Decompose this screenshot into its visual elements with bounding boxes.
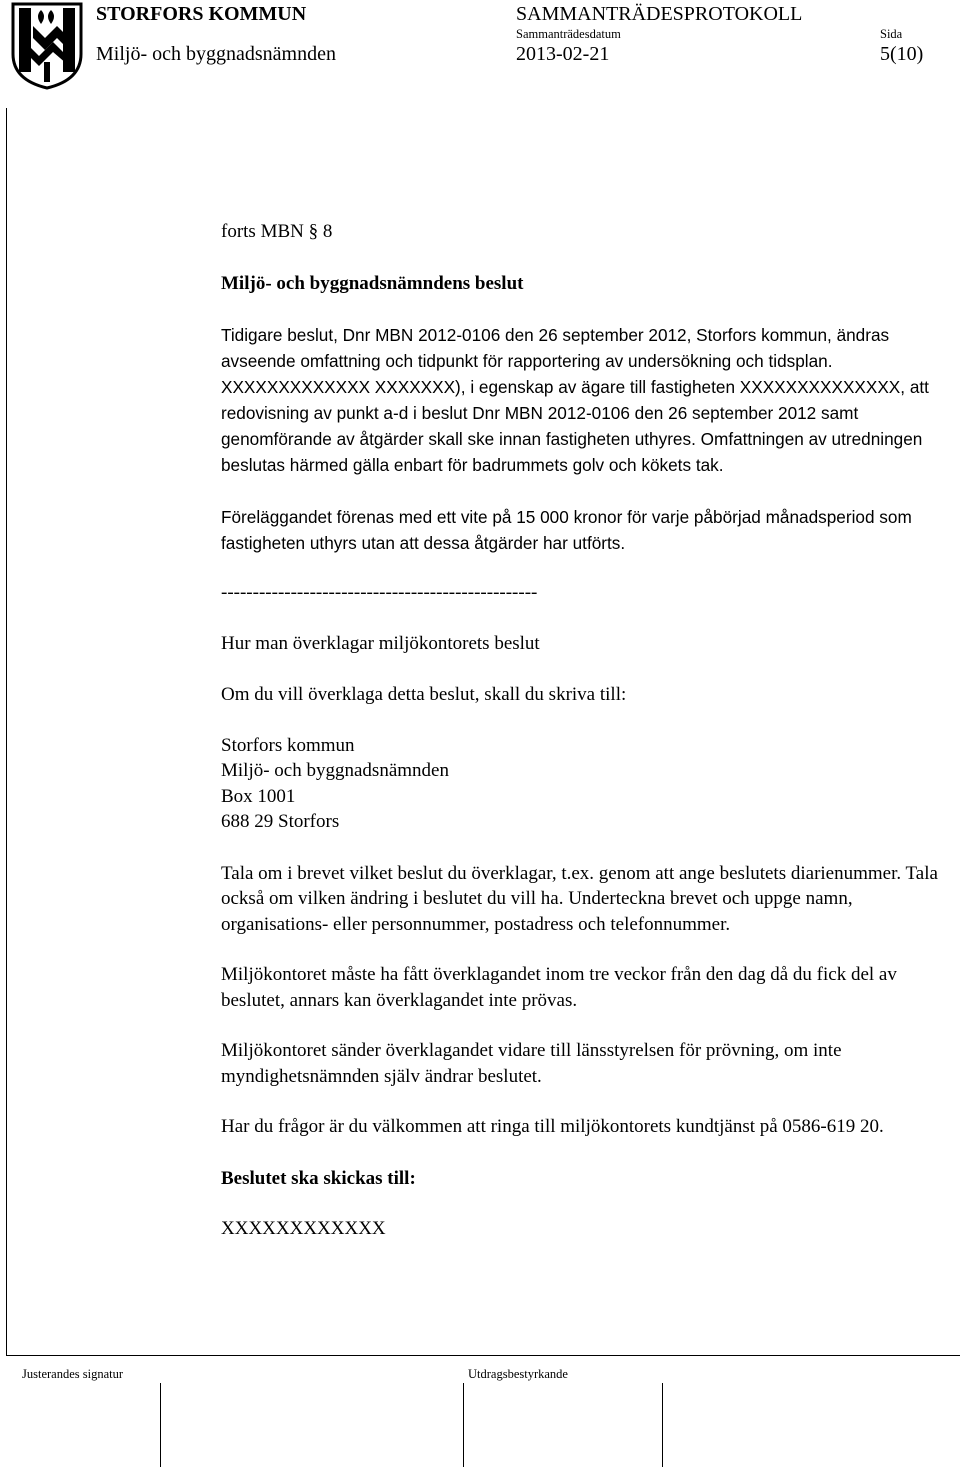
decision-heading: Miljö- och byggnadsnämndens beslut — [221, 272, 524, 294]
document-type: SAMMANTRÄDESPROTOKOLL — [516, 3, 803, 25]
decision-paragraph — [221, 374, 956, 478]
address-line: Storfors kommun — [221, 734, 355, 756]
left-margin-line — [6, 108, 7, 1355]
address-line: 688 29 Storfors — [221, 811, 340, 832]
appeal-forwarding: Miljökontoret sänder överklagandet vidare till länsstyrelsen för prövning, om inte myndighetsnämnden själv ändrar beslutet. — [221, 1040, 842, 1087]
recipient-name: XXXXXXXXXXXX — [221, 1218, 386, 1239]
address-line: Miljö- och byggnadsnämnden — [221, 760, 449, 781]
penalty-paragraph: Föreläggandet förenas med ett vite på 15 000 kronor för varje påbörjad månadsperiod som fastigheten uthyrs utan att dessa åtgärder har utförts. — [221, 507, 912, 553]
document-body — [221, 219, 956, 1242]
send-to-heading: Beslutet ska skickas till: — [221, 1167, 416, 1189]
appeal-instructions: Tala om i brevet vilket beslut du överklagar, t.ex. genom att ange beslutets diarienummer. Tala också om vilken ändring i beslutet du vill ha. Underteckna brevet och uppge namn, organisations- eller personnummer, postadress och telefonnummer. — [221, 862, 938, 935]
decision-text: Omfattningen av utredningen beslutas härmed gälla enbart för badrummets golv och kökets tak. — [221, 429, 923, 475]
extract-certification-label: Utdragsbestyrkande — [468, 1367, 568, 1381]
contact-info: Har du frågor är du välkommen att ringa till miljökontorets kundtjänst på 0586-619 20. — [221, 1116, 884, 1137]
footer-column-line — [662, 1383, 663, 1467]
footer-column-line — [160, 1383, 161, 1467]
appeal-intro: Om du vill överklaga detta beslut, skall du skriva till: — [221, 684, 627, 705]
decision-paragraph: Tidigare beslut, Dnr MBN 2012-0106 den 26 september 2012, Storfors kommun, ändras avseende omfattning och tidpunkt för rapportering av undersökning och tidsplan. — [221, 325, 890, 371]
appeal-heading: Hur man överklagar miljökontorets beslut — [221, 632, 540, 654]
footer-divider — [6, 1355, 960, 1356]
address-line: Box 1001 — [221, 785, 296, 807]
appeal-deadline: Miljökontoret måste ha fått överklagandet inom tre veckor från den dag då du fick del av beslutet, annars kan överklagandet inte prövas. — [221, 964, 897, 1011]
meeting-date: 2013-02-21 — [516, 43, 610, 65]
organization-name: STORFORS KOMMUN — [96, 3, 307, 25]
decision-text: XXXXXXXXXXXXX XXXXXXX), i egenskap av ägare till fastigheten XXXXXXXXXXXXXX, att redovisning av punkt a-d i beslut Dnr MBN 2012-0106 den 26 september 2012 samt genomförande av åtgärder skall ske innan fastigheten uthyres. — [221, 377, 929, 449]
signature-label: Justerandes signatur — [22, 1367, 124, 1381]
page-label: Sida — [880, 27, 903, 41]
page-number: 5(10) — [880, 43, 924, 65]
board-name: Miljö- och byggnadsnämnden — [96, 43, 336, 65]
footer-column-line — [463, 1383, 464, 1467]
date-label: Sammanträdesdatum — [516, 27, 621, 41]
municipal-crest-icon — [11, 2, 83, 90]
section-reference: forts MBN § 8 — [221, 221, 333, 242]
separator-line: -------------------------------------------------- — [221, 582, 538, 603]
